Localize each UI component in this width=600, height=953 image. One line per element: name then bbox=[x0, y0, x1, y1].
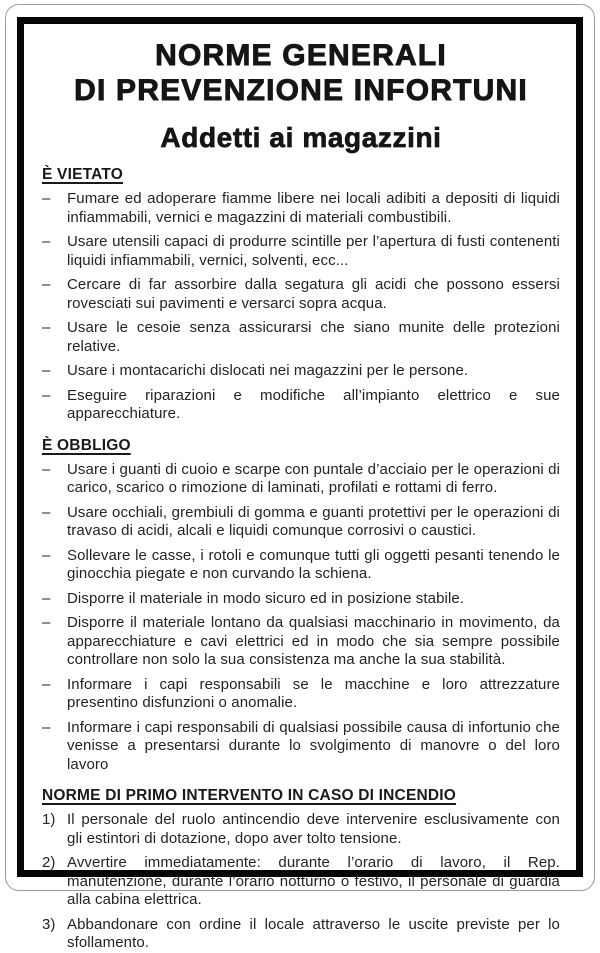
rule-sections bbox=[42, 166, 560, 953]
item-marker: – bbox=[42, 546, 51, 564]
section-heading: È OBBLIGO bbox=[42, 436, 131, 454]
item-marker: – bbox=[42, 190, 51, 207]
item-text: Informare i capi responsabili se le macchine e loro attrezzature presentino disfunzioni o anomalie. bbox=[67, 675, 560, 711]
item-marker: 3) bbox=[42, 915, 56, 933]
list-item bbox=[42, 590, 560, 609]
sign-title-line1: NORME GENERALI bbox=[155, 39, 447, 72]
sign-title bbox=[42, 38, 560, 108]
item-text: Eseguire riparazioni e modifiche all’impianto elettrico e sue apparecchiature. bbox=[67, 386, 560, 422]
section-heading: È VIETATO bbox=[42, 166, 124, 183]
item-marker: 1) bbox=[42, 811, 56, 828]
sign-content bbox=[24, 24, 576, 951]
item-text: Disporre il materiale in modo sicuro ed in posizione stabile. bbox=[67, 589, 465, 607]
item-text: Il personale del ruolo antincendio deve intervenire esclusivamente con gli estintori di dotazione, dopo aver tolto tensione. bbox=[67, 811, 560, 847]
list-item bbox=[42, 276, 560, 313]
item-text: Abbandonare con ordine il locale attraverso le uscite previste per lo sfollamento. bbox=[67, 915, 560, 951]
item-marker: – bbox=[42, 460, 51, 478]
item-text: Usare utensili capaci di produrre scintille per l’apertura di fusti contenenti liquidi infiammabili, vernici, solventi, ecc... bbox=[67, 233, 560, 269]
list-item bbox=[42, 614, 560, 670]
list-item bbox=[42, 547, 560, 584]
list-item bbox=[42, 461, 560, 498]
sign-subtitle: Addetti ai magazzini bbox=[160, 122, 442, 153]
item-marker: – bbox=[42, 362, 51, 379]
list-item bbox=[42, 319, 560, 356]
item-text: Cercare di far assorbire dalla segatura gli acidi che possono essersi rovesciati sui pavimenti e versarci sopra acqua. bbox=[67, 276, 560, 312]
item-marker: – bbox=[42, 589, 51, 607]
item-text: Usare occhiali, grembiuli di gomma e guanti protettivi per le operazioni di travaso di acidi, alcali e liquidi comunque corrosivi o caustici. bbox=[67, 503, 560, 539]
item-text: Avvertire immediatamente: durante l’orario di lavoro, il Rep. manutenzione, durante l’orario notturno o festivo, il personale di guardia alla cabina elettrica. bbox=[67, 854, 560, 908]
list-item bbox=[42, 719, 560, 775]
list-item bbox=[42, 676, 560, 713]
item-marker: – bbox=[42, 276, 51, 293]
list-item bbox=[42, 854, 560, 910]
item-marker: – bbox=[42, 718, 51, 736]
section-heading: NORME DI PRIMO INTERVENTO IN CASO DI INCENDIO bbox=[42, 787, 457, 804]
item-marker: – bbox=[42, 675, 51, 693]
rule-section bbox=[42, 437, 560, 775]
item-text: Disporre il materiale lontano da qualsiasi macchinario in movimento, da apparecchiature e cavi elettrici ed in modo che sia sempre possibile controllare non solo la sua consistenza ma anche la sua stabilità. bbox=[67, 614, 560, 668]
item-text: Fumare ed adoperare fiamme libere nei locali adibiti a depositi di liquidi infiammabili, vernici e magazzini di materiali combustibili. bbox=[67, 190, 560, 226]
item-marker: 2) bbox=[42, 854, 56, 871]
item-text: Informare i capi responsabili di qualsiasi possibile causa di infortunio che venisse a presentarsi durante lo svolgimento di manovre o del loro lavoro bbox=[67, 718, 560, 773]
list-item bbox=[42, 387, 560, 424]
rule-section bbox=[42, 787, 560, 953]
list-item bbox=[42, 916, 560, 953]
item-text: Usare i guanti di cuoio e scarpe con puntale d’acciaio per le operazioni di carico, scarico o rimozione di laminati, profilati e rottami di ferro. bbox=[67, 460, 560, 496]
list-item bbox=[42, 233, 560, 270]
sign-title-line2: DI PREVENZIONE INFORTUNI bbox=[74, 74, 528, 107]
item-marker: – bbox=[42, 319, 51, 336]
item-marker: – bbox=[42, 386, 51, 404]
list-item bbox=[42, 811, 560, 848]
rule-section bbox=[42, 166, 560, 424]
item-text: Usare le cesoie senza assicurarsi che siano munite delle protezioni relative. bbox=[67, 319, 560, 355]
item-marker: – bbox=[42, 614, 51, 631]
item-marker: – bbox=[42, 503, 51, 521]
list-item bbox=[42, 504, 560, 541]
sign-plate bbox=[5, 4, 595, 951]
item-text: Sollevare le casse, i rotoli e comunque tutti gli oggetti pesanti tenendo le ginocchia piegate e non curvando la schiena. bbox=[67, 546, 560, 582]
item-text: Usare i montacarichi dislocati nei magazzini per le persone. bbox=[67, 362, 469, 379]
list-item bbox=[42, 190, 560, 227]
item-marker: – bbox=[42, 233, 51, 250]
sign-frame bbox=[17, 17, 583, 951]
list-item bbox=[42, 362, 560, 381]
